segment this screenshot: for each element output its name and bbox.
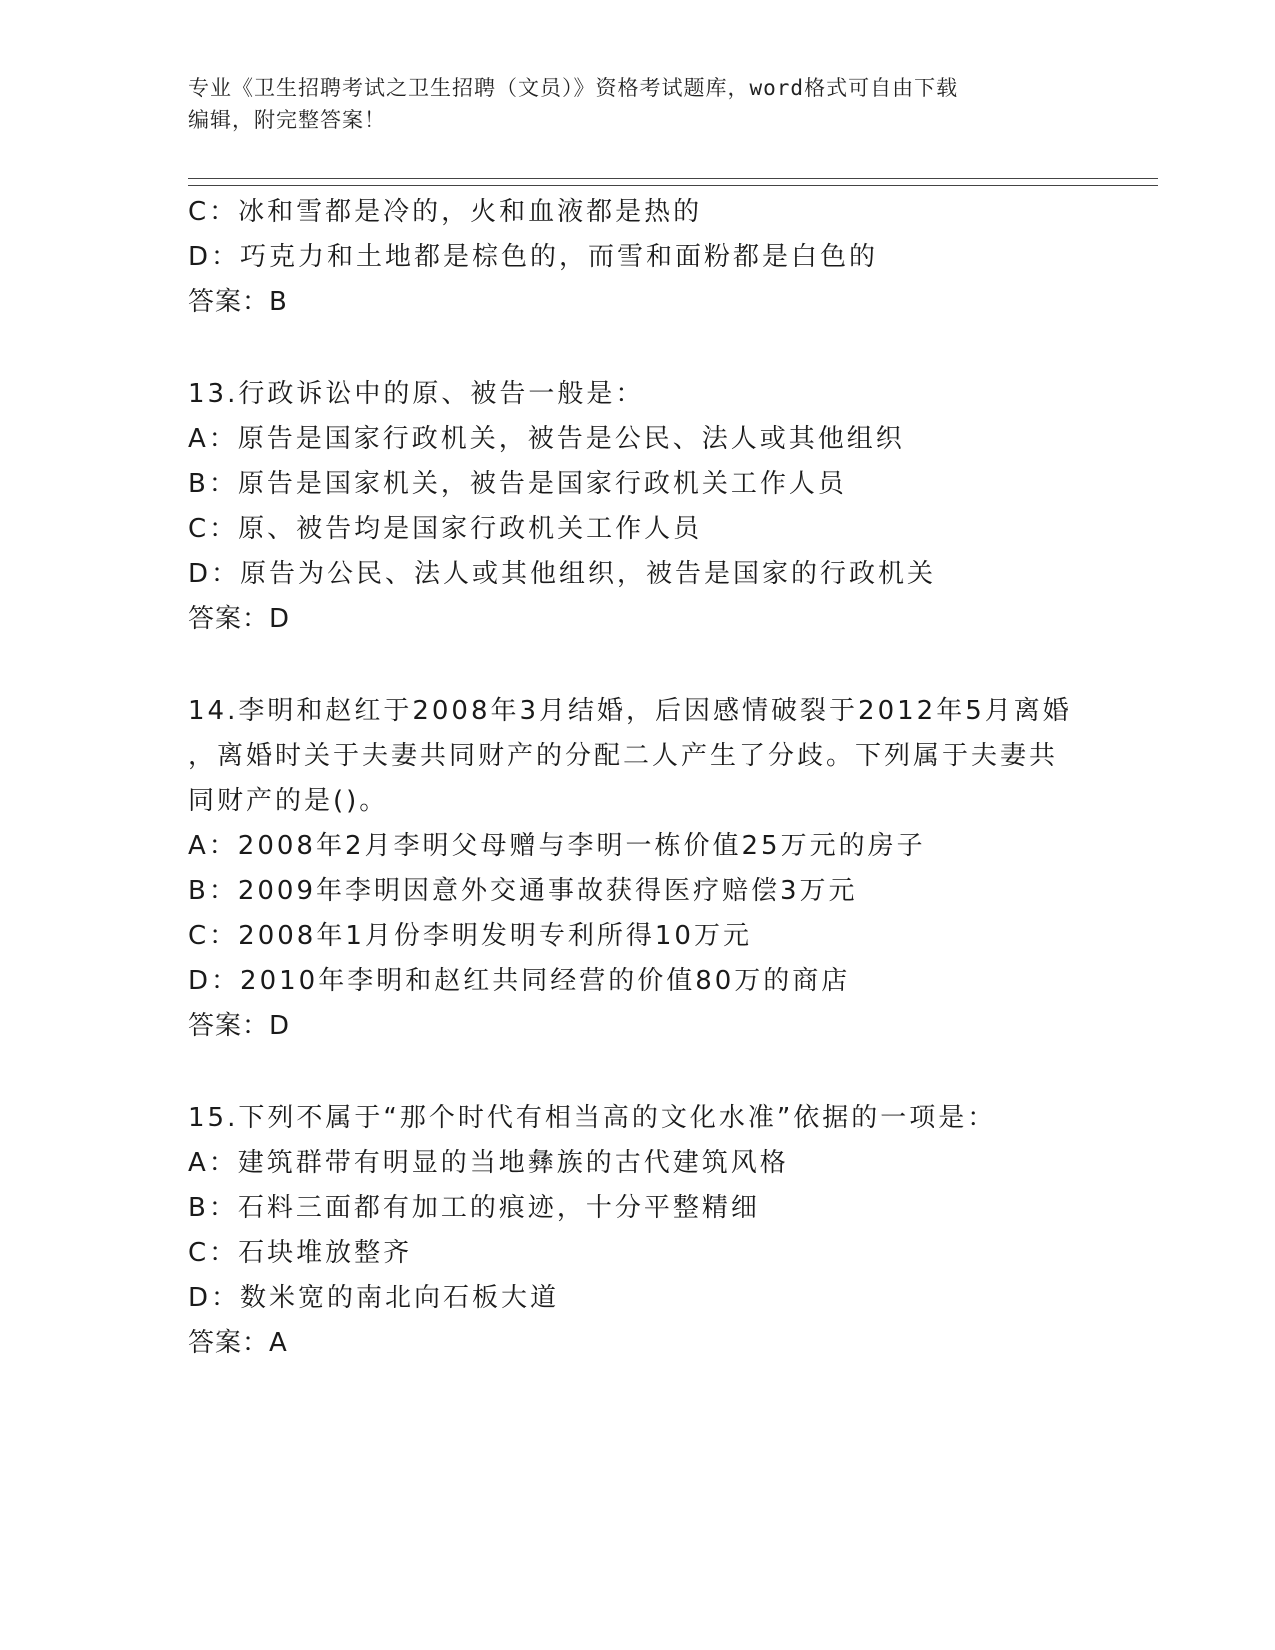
q12-option-c: C：冰和雪都是冷的，火和血液都是热的 <box>188 197 703 227</box>
q13-answer: 答案：D <box>188 604 291 634</box>
q14-option-b: B：2009年李明因意外交通事故获得医疗赔偿3万元 <box>188 876 858 906</box>
q14-stem-line-2: ，离婚时关于夫妻共同财产的分配二人产生了分歧。下列属于夫妻共 <box>188 741 1059 771</box>
question-12-tail <box>188 190 1088 325</box>
q13-stem: 13.行政诉讼中的原、被告一般是： <box>188 379 645 409</box>
q15-answer: 答案：A <box>188 1328 288 1358</box>
document-body <box>188 190 1088 1366</box>
q13-option-b: B：原告是国家机关，被告是国家行政机关工作人员 <box>188 469 847 499</box>
question-13 <box>188 372 1088 642</box>
q13-option-c: C：原、被告均是国家行政机关工作人员 <box>188 514 703 544</box>
q14-option-a: A：2008年2月李明父母赠与李明一栋价值25万元的房子 <box>188 831 926 861</box>
q12-option-d: D：巧克力和土地都是棕色的，而雪和面粉都是白色的 <box>188 242 879 272</box>
q14-stem-line-1: 14.李明和赵红于2008年3月结婚，后因感情破裂于2012年5月离婚 <box>188 696 1072 726</box>
q12-answer: 答案：B <box>188 287 288 317</box>
q15-option-d: D：数米宽的南北向石板大道 <box>188 1283 560 1313</box>
q15-stem: 15.下列不属于“那个时代有相当高的文化水准”依据的一项是： <box>188 1103 997 1133</box>
q15-option-c: C：石块堆放整齐 <box>188 1238 413 1268</box>
q15-option-b: B：石料三面都有加工的痕迹，十分平整精细 <box>188 1193 760 1223</box>
q13-option-a: A：原告是国家行政机关，被告是公民、法人或其他组织 <box>188 424 905 454</box>
document-header <box>188 72 1088 136</box>
q13-option-d: D：原告为公民、法人或其他组织，被告是国家的行政机关 <box>188 559 937 589</box>
q14-option-c: C：2008年1月份李明发明专利所得10万元 <box>188 921 752 951</box>
header-line-2: 编辑，附完整答案！ <box>188 108 386 132</box>
header-divider <box>188 178 1158 186</box>
q14-answer: 答案：D <box>188 1011 291 1041</box>
q14-option-d: D：2010年李明和赵红共同经营的价值80万的商店 <box>188 966 851 996</box>
header-line-1: 专业《卫生招聘考试之卫生招聘（文员）》资格考试题库，word格式可自由下载 <box>188 76 959 100</box>
q15-option-a: A：建筑群带有明显的当地彝族的古代建筑风格 <box>188 1148 789 1178</box>
question-14 <box>188 689 1088 1049</box>
q14-stem-line-3: 同财产的是()。 <box>188 786 389 816</box>
question-15 <box>188 1096 1088 1366</box>
